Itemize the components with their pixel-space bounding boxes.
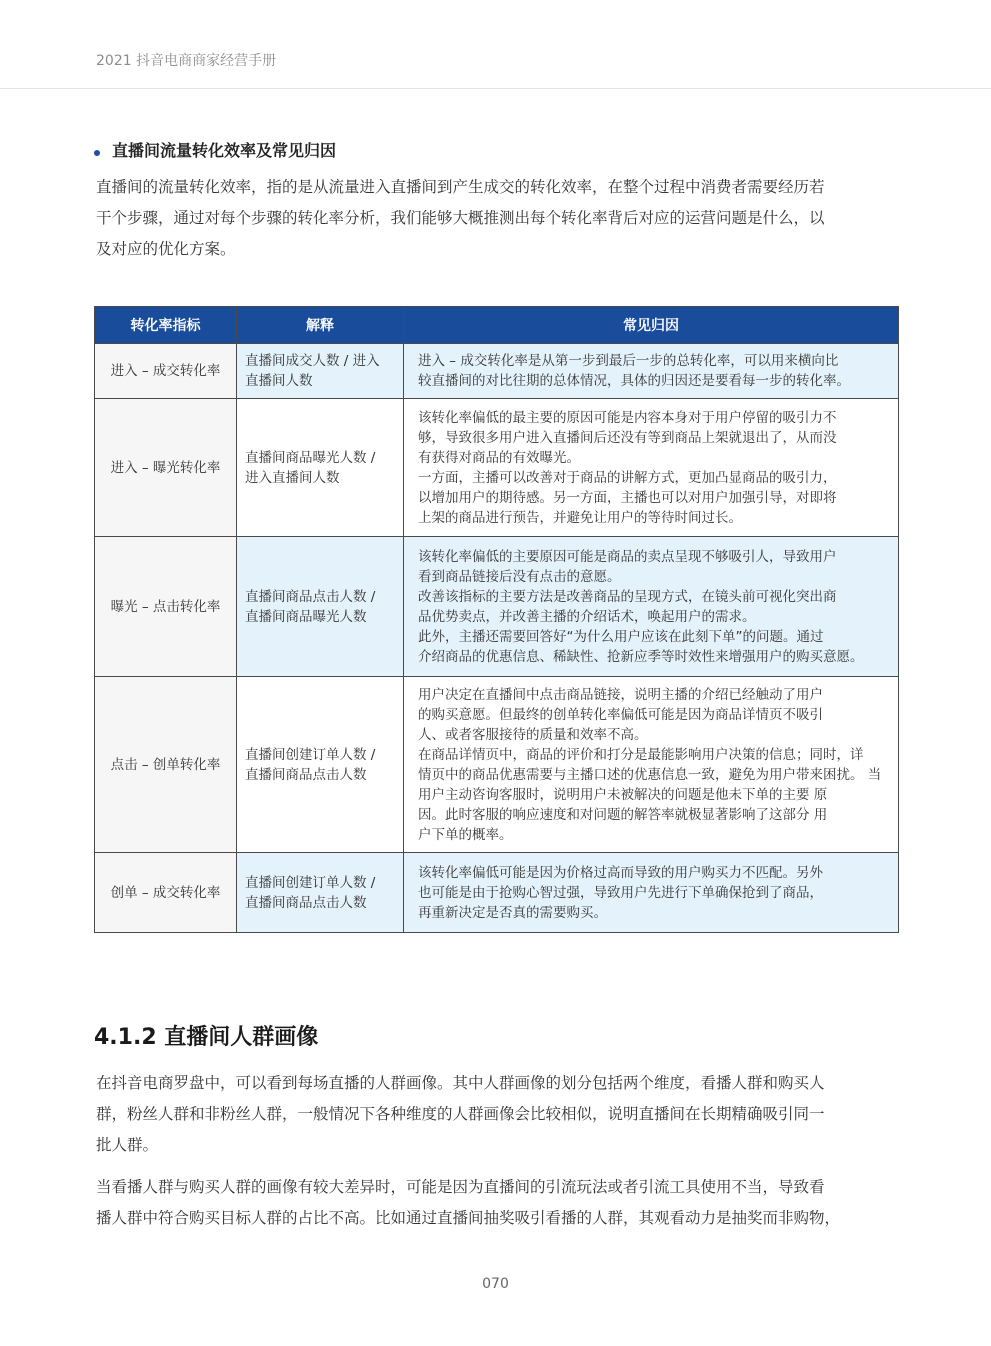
metric-cell: 进入 – 曝光转化率 — [95, 399, 237, 537]
cause-line: 该转化率偏低的最主要的原因可能是内容本身对于用户停留的吸引力不 — [418, 409, 837, 426]
cause-line: 此外，主播还需要回答好“为什么用户应该在此刻下单”的问题。通过 — [418, 628, 824, 645]
cause-cell — [404, 537, 899, 677]
bullet-heading — [94, 138, 336, 161]
paragraph-line: 批人群。 — [96, 1136, 159, 1154]
cause-line: 因。此时客服的响应速度和对问题的解答率就极显著影响了这部分 用 — [418, 806, 828, 823]
cause-line: 人、或者客服接待的质量和效率不高。 — [418, 726, 648, 743]
cause-line: 的购买意愿。但最终的创单转化率偏低可能是因为商品详情页不吸引 — [418, 706, 823, 723]
cause-line: 够，导致很多用户进入直播间后还没有等到商品上架就退出了，从而没 — [418, 429, 837, 446]
intro-line: 干个步骤，通过对每个步骤的转化率分析，我们能够大概推测出每个转化率背后对应的运营问题是什么，以 — [96, 209, 825, 227]
cause-line: 改善该指标的主要方法是改善商品的呈现方式，在镜头前可视化突出商 — [418, 588, 837, 605]
cause-line: 情页中的商品优惠需要与主播口述的优惠信息一致，避免为用户带来困扰。 当 — [418, 766, 882, 783]
cause-line: 一方面，主播可以改善对于商品的讲解方式，更加凸显商品的吸引力， — [418, 469, 837, 486]
header-metric: 转化率指标 — [95, 307, 237, 344]
page-header: 2021 抖音电商商家经营手册 — [96, 53, 277, 69]
explain-line: 直播间商品曝光人数 / — [245, 449, 376, 466]
cause-line: 用户决定在直播间中点击商品链接，说明主播的介绍已经触动了用户 — [418, 686, 823, 703]
page-number: 070 — [482, 1276, 509, 1292]
explain-cell — [237, 399, 404, 537]
cause-line: 户下单的概率。 — [418, 826, 513, 843]
cause-line: 用户主动咨询客服时，说明用户未被解决的问题是他未下单的主要 原 — [418, 786, 828, 803]
header-explain: 解释 — [237, 307, 404, 344]
metric-cell: 创单 – 成交转化率 — [95, 853, 237, 933]
cause-cell — [404, 344, 899, 399]
explain-cell — [237, 677, 404, 853]
header-cause: 常见归因 — [404, 307, 899, 344]
explain-line: 进入直播间人数 — [245, 469, 340, 486]
paragraph-line: 群，粉丝人群和非粉丝人群，一般情况下各种维度的人群画像会比较相似，说明直播间在长期精确吸引同一 — [96, 1105, 825, 1123]
header-divider — [0, 88, 991, 89]
cause-line: 介绍商品的优惠信息、稀缺性、抢新应季等时效性来增强用户的购买意愿。 — [418, 648, 864, 665]
table-row — [95, 537, 899, 677]
cause-line: 该转化率偏低的主要原因可能是商品的卖点呈现不够吸引人，导致用户 — [418, 548, 837, 565]
table-header-row — [95, 307, 899, 344]
metric-cell: 进入 – 成交转化率 — [95, 344, 237, 399]
explain-line: 直播间商品点击人数 / — [245, 588, 376, 605]
conversion-table — [94, 306, 899, 933]
explain-cell — [237, 537, 404, 677]
explain-line: 直播间创建订单人数 / — [245, 874, 376, 891]
intro-paragraph — [96, 172, 898, 265]
section-title: 4.1.2 直播间人群画像 — [94, 1025, 319, 1050]
explain-cell — [237, 344, 404, 399]
intro-line: 直播间的流量转化效率，指的是从流量进入直播间到产生成交的转化效率，在整个过程中消费者需要经历若 — [96, 178, 825, 196]
paragraph-line: 在抖音电商罗盘中，可以看到每场直播的人群画像。其中人群画像的划分包括两个维度，看播人群和购买人 — [96, 1074, 825, 1092]
explain-line: 直播间商品点击人数 — [245, 894, 367, 911]
intro-line: 及对应的优化方案。 — [96, 240, 236, 258]
cause-line: 以增加用户的期待感。另一方面，主播也可以对用户加强引导，对即将 — [418, 489, 837, 506]
cause-line: 品优势卖点，并改善主播的介绍话术，唤起用户的需求。 — [418, 608, 756, 625]
cause-cell — [404, 853, 899, 933]
cause-line: 该转化率偏低可能是因为价格过高而导致的用户购买力不匹配。另外 — [418, 864, 823, 881]
explain-line: 直播间商品曝光人数 — [245, 608, 367, 625]
cause-line: 较直播间的对比往期的总体情况，具体的归因还是要看每一步的转化率。 — [418, 373, 850, 389]
audience-paragraph-1 — [96, 1068, 898, 1161]
cause-line: 也可能是由于抢购心智过强，导致用户先进行下单确保抢到了商品， — [418, 884, 823, 901]
cause-cell — [404, 399, 899, 537]
cause-line: 再重新决定是否真的需要购买。 — [418, 904, 607, 921]
explain-line: 直播间创建订单人数 / — [245, 746, 376, 763]
paragraph-line: 当看播人群与购买人群的画像有较大差异时，可能是因为直播间的引流玩法或者引流工具使用不当，导致看 — [96, 1178, 825, 1196]
explain-line: 直播间成交人数 / 进入 — [245, 353, 380, 369]
cause-line: 上架的商品进行预告，并避免让用户的等待时间过长。 — [418, 509, 742, 526]
table-row — [95, 853, 899, 933]
metric-cell: 曝光 – 点击转化率 — [95, 537, 237, 677]
cause-line: 有获得对商品的有效曝光。 — [418, 449, 580, 466]
explain-line: 直播间人数 — [245, 373, 313, 389]
table-row — [95, 677, 899, 853]
cause-line: 看到商品链接后没有点击的意愿。 — [418, 568, 621, 585]
explain-cell — [237, 853, 404, 933]
paragraph-line: 播人群中符合购买目标人群的占比不高。比如通过直播间抽奖吸引看播的人群，其观看动力是抽奖而非购物， — [96, 1209, 841, 1227]
metric-cell: 点击 – 创单转化率 — [95, 677, 237, 853]
cause-line: 在商品详情页中，商品的评价和打分是最能影响用户决策的信息；同时，详 — [418, 746, 864, 763]
audience-paragraph-2 — [96, 1172, 898, 1234]
table-row — [95, 399, 899, 537]
bullet-heading-text: 直播间流量转化效率及常见归因 — [112, 141, 337, 160]
cause-line: 进入 – 成交转化率是从第一步到最后一步的总转化率，可以用来横向比 — [418, 353, 839, 369]
explain-line: 直播间商品点击人数 — [245, 766, 367, 783]
table-row — [95, 344, 899, 399]
bullet-dot-icon — [94, 150, 100, 156]
cause-cell — [404, 677, 899, 853]
